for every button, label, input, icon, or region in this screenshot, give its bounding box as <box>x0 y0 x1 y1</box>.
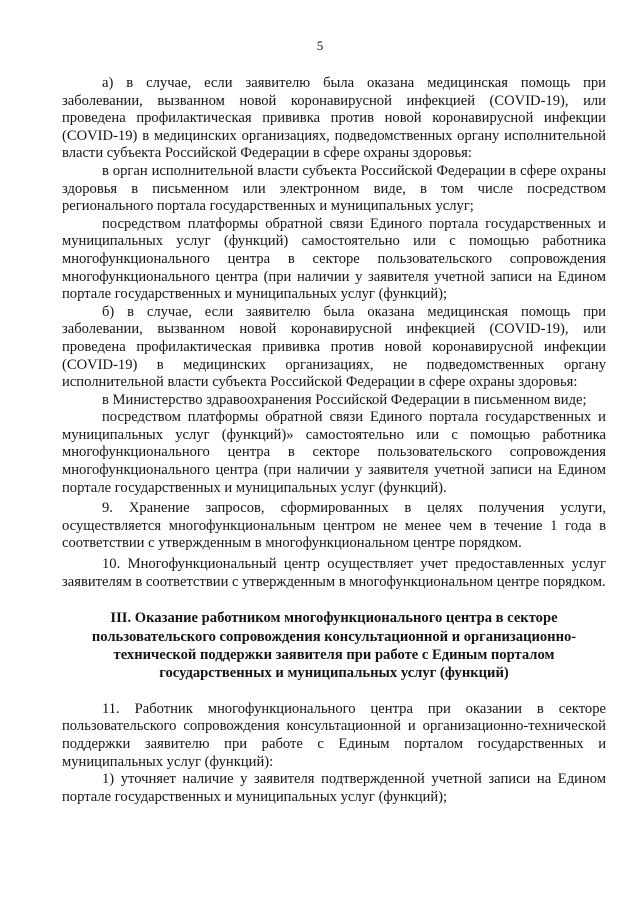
paragraph-9: 9. Хранение запросов, сформированных в целях получения услуги, осуществляется многофункциональным центром не менее чем в течение 1 года в соответствии с утвержденным в многофункциональном центре порядком. <box>62 500 606 552</box>
page-number: 5 <box>316 38 324 53</box>
section-heading-line: пользовательского сопровождения консультационной и организационно- <box>91 628 577 645</box>
section-heading-line: государственных и муниципальных услуг (функций) <box>159 665 509 682</box>
paragraph-11-item-1: 1) уточняет наличие у заявителя подтвержденной учетной записи на Едином портале государственных и муниципальных услуг (функций); <box>62 771 606 805</box>
paragraph-a-option-1: в орган исполнительной власти субъекта Российской Федерации в сфере охраны здоровья в письменном или электронном виде, в том числе посредством регионального портала государственных и муниципальных услуг; <box>62 162 606 215</box>
paragraph-11: 11. Работник многофункционального центра при оказании в секторе пользовательского сопровождения консультационной и организационно-технической поддержки заявителю при работе с Единым порталом государственных и муниципальных услуг (функций): <box>62 700 606 770</box>
paragraph-10: 10. Многофункциональный центр осуществляет учет предоставленных услуг заявителям в соответствии с утвержденным в многофункциональном центре порядком. <box>62 556 606 590</box>
paragraph-b-option-1: в Министерство здравоохранения Российской Федерации в письменном виде; <box>102 391 587 408</box>
paragraph-a: а) в случае, если заявителю была оказана медицинская помощь при заболевании, вызванном новой коронавирусной инфекцией (COVID-19), или проведена профилактическая прививка против новой коронавирусной инфекции (COVID-19) в медицинских организациях, подведомственных органу исполнительной власти субъекта Российской Федерации в сфере охраны здоровья: <box>62 75 606 162</box>
paragraph-a-option-2: посредством платформы обратной связи Единого портала государственных и муниципальных услуг (функций) самостоятельно или с помощью работника многофункционального центра в секторе пользовательского сопровождения многофункционального центра (при наличии у заявителя учетной записи на Едином портале государственных и муниципальных услуг (функций); <box>62 215 606 303</box>
paragraph-b: б) в случае, если заявителю была оказана медицинская помощь при заболевании, вызванном новой коронавирусной инфекцией (COVID-19), или проведена профилактическая прививка против новой коронавирусной инфекции (COVID-19) в медицинских организациях, не подведомственных органу исполнительной власти субъекта Российской Федерации в сфере охраны здоровья: <box>62 303 606 391</box>
section-heading-line: III. Оказание работником многофункционального центра в секторе <box>110 610 558 627</box>
section-heading <box>62 609 606 683</box>
section-heading-line: технической поддержки заявителя при работе с Единым порталом <box>113 647 555 664</box>
paragraph-b-option-2: посредством платформы обратной связи Единого портала государственных и муниципальных услуг (функций)» самостоятельно или с помощью работника многофункционального центра в секторе пользовательского сопровождения многофункционального центра (при наличии у заявителя учетной записи на Едином портале государственных и муниципальных услуг (функций). <box>62 409 606 496</box>
document-body <box>62 75 606 806</box>
